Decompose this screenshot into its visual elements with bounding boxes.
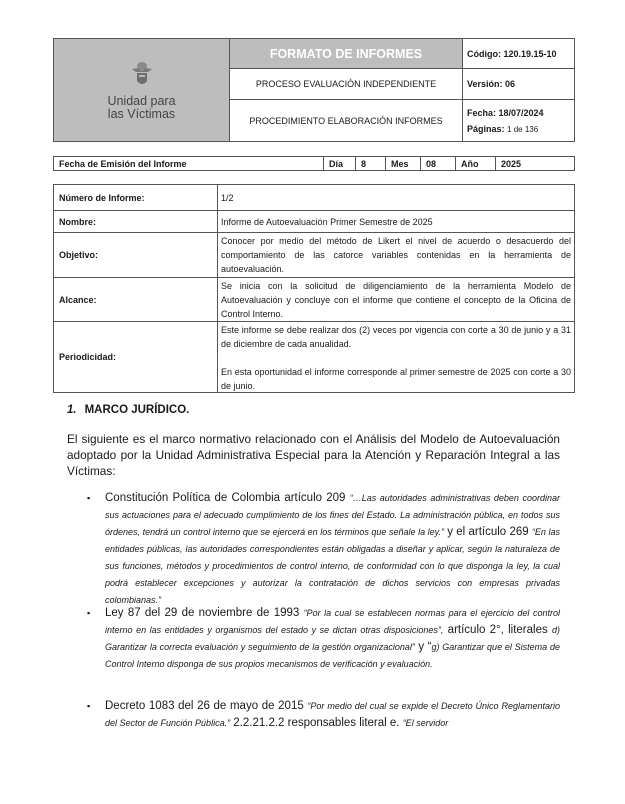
text-run: Ley 87 del 29 de noviembre de 1993 [105,607,304,619]
document-code: Código: 120.19.15-10 [463,39,574,69]
quote-run: “Por medio del cual se expide el Decreto Único Reglamentario del Sector de Función Pública.” [105,701,561,728]
section-title: MARCO JURÍDICO. [84,404,190,416]
document-date-pages [463,100,574,141]
org-line-1: Unidad para [107,94,176,108]
procedure-name: PROCEDIMIENTO ELABORACIÓN INFORMES [249,115,443,126]
text-run: Decreto 1083 del 26 de mayo de 2015 [105,700,308,712]
month-value: 08 [421,157,456,170]
month-label: Mes [386,157,421,170]
info-row-name [54,211,574,233]
info-row-scope [54,278,574,322]
quote-run: d) Garantizar la correcta evaluación y seguimiento de la gestión organizacional” [105,625,560,652]
name-label: Nombre: [54,211,218,232]
list-item-text [105,605,560,673]
page-count [467,124,538,134]
org-line-2: las Víctimas [107,107,176,121]
objective-value: Conocer por medio del método de Likert el nivel de acuerdo o desacuerdo del comportamiento de las catorce variables contenidas en la herramienta de autoevaluación. [221,236,571,274]
emission-date-row [53,156,575,171]
quote-run: “Por la cual se establecen normas para el ejercicio del control interno en las entidades y organismos del estado y se dictan otras disposiciones”, [105,608,561,635]
intro-paragraph: El siguiente es el marco normativo relacionado con el Análisis del Modelo de Autoevaluación adoptado por la Unidad Administrativa Especial para la Atención y Reparación Integral a las Víctimas: [67,432,560,478]
emission-label: Fecha de Emisión del Informe [54,157,324,170]
quote-run: “En las entidades públicas, las autoridades correspondientes están obligadas a diseñar y aplicar, según la naturaleza de sus funciones, métodos y procedimientos de control interno, de conformidad con lo que disponga la ley, la cual podrá establecer excepciones y autorizar la contratación de dichos servicios con empresas privadas colombianas.” [105,527,560,605]
list-item [87,605,560,673]
name-value: Informe de Autoevaluación Primer Semestre de 2025 [221,216,433,227]
section-number: 1. [67,404,77,416]
bullet-icon: ▪ [87,493,91,503]
organization-name [107,95,175,121]
process-name: PROCESO EVALUACIÓN INDEPENDIENTE [230,69,462,100]
text-run: 2.2.21.2.2 responsables literal e. [230,717,403,729]
coat-of-arms-icon [129,59,155,89]
text-run: y “ [414,641,432,653]
scope-value: Se inicia con la solicitud de diligenciamiento de la herramienta Modelo de Autoevaluación y concluye con el informe que contiene el concepto de la Oficina de Control Interno. [221,281,571,319]
text-run: y el artículo 269 [443,526,532,538]
periodicity-label: Periodicidad: [54,322,218,392]
pages-value: 1 de 136 [507,124,539,134]
document-date: Fecha: 18/07/2024 [467,107,544,118]
text-run: Constitución Política de Colombia artículo 209 [105,492,346,504]
bullet-icon: ▪ [87,608,91,618]
format-title: FORMATO DE INFORMES [230,39,462,69]
list-item-text [105,490,560,609]
text-run: artículo 2°, literales [443,624,552,636]
bullet-icon: ▪ [87,701,91,711]
info-row-periodicity [54,322,574,392]
section-heading [67,404,189,416]
document-version: Versión: 06 [463,69,574,100]
day-label: Día [324,157,356,170]
day-value: 8 [356,157,386,170]
report-info-table [53,184,575,393]
document-header [53,38,575,142]
info-row-objective [54,233,574,278]
quote-run: g) Garantizar que el Sistema de Control Interno disponga de sus propios mecanismos de verificación y evaluación. [105,642,560,669]
pages-label: Páginas: [467,123,505,134]
organization-logo [54,39,230,141]
quote-run: “El servidor [402,718,449,728]
objective-label: Objetivo: [54,233,218,277]
list-item-text [105,698,560,732]
year-label: Año [456,157,496,170]
periodicity-text-2: En esta oportunidad el informe corresponde al primer semestre de 2025 con corte a 30 de junio. [221,367,571,391]
quote-run: “…Las autoridades administrativas deben coordinar sus actuaciones para el adecuado cumplimiento de los fines del Estado. La administración pública, en todos sus órdenes, tendrá un control interno que se ejercerá en los términos que señale la ley.” [105,493,560,537]
info-row-number [54,185,574,211]
periodicity-text-1: Este informe se debe realizar dos (2) veces por vigencia con corte a 30 de junio y a 31 de diciembre de cada anualidad. [221,325,571,349]
list-item [87,698,560,732]
number-label: Número de Informe: [54,185,218,210]
number-value: 1/2 [221,192,234,203]
list-item [87,490,560,609]
year-value: 2025 [501,158,522,169]
scope-label: Alcance: [54,278,218,321]
periodicity-value [218,322,574,392]
